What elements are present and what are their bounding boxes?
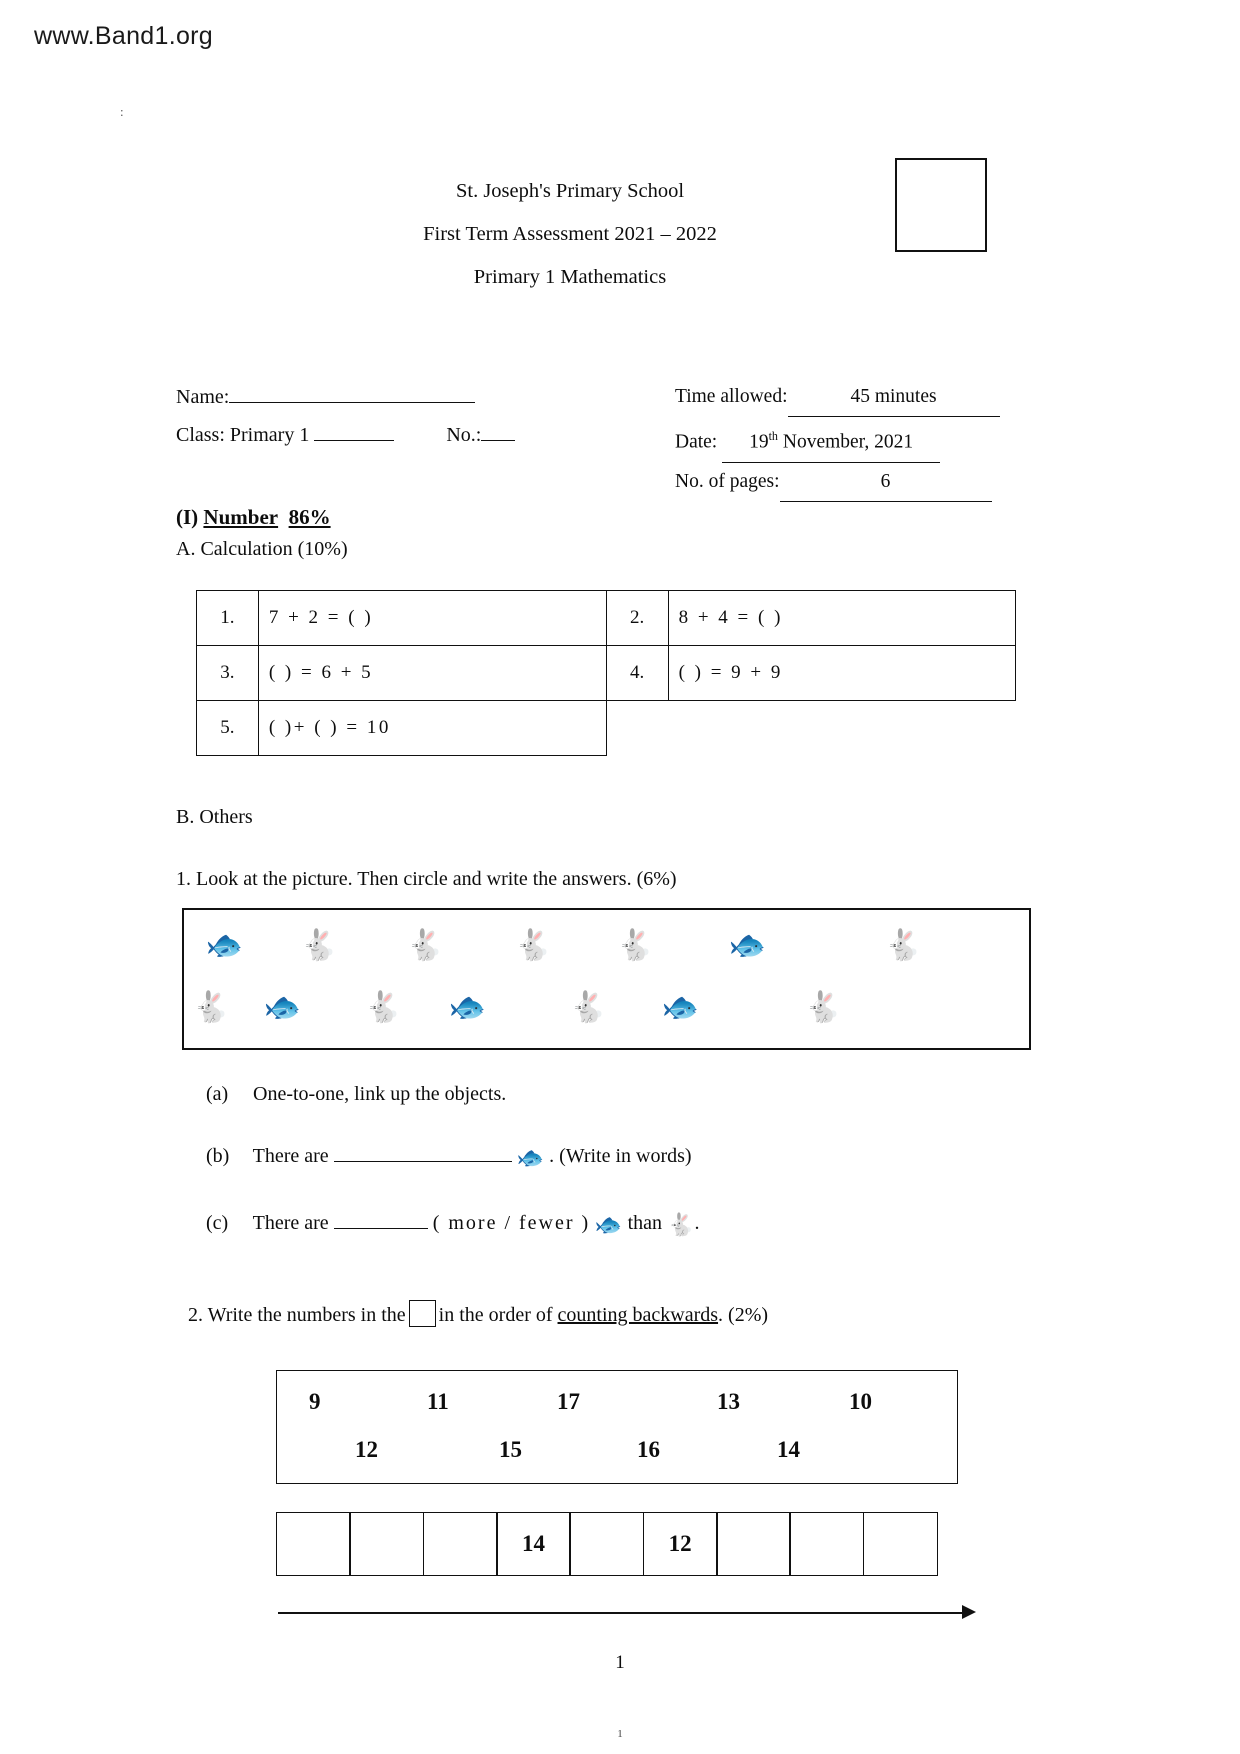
item-text-b-post: . (Write in words) [549,1145,692,1167]
arrow-head-icon [962,1605,976,1619]
more-fewer-options[interactable]: ( more / fewer ) [432,1212,591,1234]
question-expression[interactable]: ( ) = 6 + 5 [258,646,606,701]
answer-cell[interactable] [863,1512,938,1576]
rabbit-icon: 🐇 [884,929,922,962]
school-name: St. Joseph's Primary School [455,180,685,202]
rabbit-icon: 🐇 [406,929,444,962]
item-text-c-pre: There are [252,1212,329,1234]
section-title: Number [203,505,279,529]
question-2-prompt-post: . (2%) [718,1304,769,1326]
score-box[interactable] [895,158,987,252]
section-number-heading [176,505,331,530]
fish-icon: 🐟 [206,929,244,962]
answer-grid [276,1512,938,1576]
part-a-heading: A. Calculation (10%) [176,538,348,560]
assessment-title: First Term Assessment 2021 – 2022 [423,223,717,245]
empty-cell [668,701,1015,756]
question-expression[interactable]: 7 + 2 = ( ) [258,591,606,646]
pool-number: 15 [499,1437,522,1462]
answer-blank-c[interactable] [334,1212,428,1229]
picture-row-2 [184,978,1029,1040]
no-label: No.: [446,424,482,446]
answer-cell[interactable] [349,1512,424,1576]
answer-cell[interactable]: 12 [643,1512,718,1576]
answer-blank-b[interactable] [334,1145,512,1162]
scan-artifact-mark: : [120,104,123,119]
question-expression[interactable]: 8 + 4 = ( ) [668,591,1015,646]
table-row [197,591,1016,646]
rabbit-icon: 🐇 [804,991,842,1024]
question-number: 1. [197,591,259,646]
page-number: 1 [615,1652,625,1673]
bottom-scan-mark: 1 [617,1728,623,1740]
table-row [197,701,1016,756]
fish-icon: 🐟 [662,991,700,1024]
subject-title: Primary 1 Mathematics [473,266,667,288]
answer-cell[interactable] [276,1512,351,1576]
fish-icon: 🐟 [264,991,302,1024]
question-number: 3. [197,646,259,701]
exam-info-right [675,378,1000,502]
time-allowed-label: Time allowed: [675,386,788,407]
name-label: Name: [176,386,230,408]
part-b-heading: B. Others [176,806,253,828]
answer-cell[interactable] [789,1512,864,1576]
table-row [197,646,1016,701]
section-percentage: 86% [288,505,331,529]
picture-box [182,908,1031,1050]
class-label: Class: Primary 1 [176,424,310,446]
item-text-a: One-to-one, link up the objects. [253,1083,507,1105]
question-1a [206,1083,506,1106]
document-header [340,170,800,299]
number-line [278,1612,968,1614]
question-expression[interactable]: ( ) = 9 + 9 [668,646,1015,701]
section-roman: (I) [176,505,199,529]
period: . [694,1212,700,1234]
question-1-prompt: 1. Look at the picture. Then circle and write the answers. (6%) [176,868,677,890]
rabbit-icon: 🐇 [616,929,654,962]
answer-cell[interactable]: 14 [496,1512,571,1576]
rabbit-icon: 🐇 [667,1212,695,1237]
item-label-a: (a) [206,1083,229,1105]
class-input[interactable] [314,423,394,441]
time-allowed-value: 45 minutes [788,378,1000,417]
rabbit-icon: 🐇 [514,929,552,962]
pool-number: 10 [849,1389,872,1414]
item-label-b: (b) [206,1145,230,1167]
answer-cell[interactable] [716,1512,791,1576]
pool-number: 14 [777,1437,800,1462]
name-input[interactable] [229,385,475,403]
answer-cell[interactable] [423,1512,498,1576]
inline-box-icon [409,1300,436,1327]
pages-value: 6 [780,463,992,502]
pool-number: 11 [427,1389,449,1414]
date-label: Date: [675,431,718,453]
student-info-left [176,378,515,454]
site-watermark: www.Band1.org [34,22,213,50]
no-input[interactable] [481,423,515,441]
rabbit-icon: 🐇 [364,991,402,1024]
rabbit-icon: 🐇 [569,991,607,1024]
pool-number: 9 [309,1389,321,1414]
rabbit-icon: 🐇 [300,929,338,962]
item-label-c: (c) [206,1212,229,1234]
pool-number: 16 [637,1437,660,1462]
empty-cell [606,701,668,756]
fish-icon: 🐟 [449,991,487,1024]
question-2-prompt-mid: in the order of [438,1304,553,1326]
pool-number: 17 [557,1389,580,1414]
rabbit-icon: 🐇 [192,991,230,1024]
question-expression[interactable]: ( )+ ( ) = 10 [258,701,606,756]
fish-icon: 🐟 [729,929,767,962]
fish-icon: 🐟 [595,1212,623,1237]
question-1b [206,1145,692,1171]
question-1c [206,1212,699,1238]
pages-label: No. of pages: [675,470,780,492]
question-2-prompt [188,1300,768,1327]
question-number: 4. [606,646,668,701]
pool-number: 12 [355,1437,378,1462]
pool-number: 13 [717,1389,740,1414]
picture-row-1 [184,916,1029,978]
date-value: 19th November, 2021 [722,417,940,463]
answer-cell[interactable] [569,1512,644,1576]
question-number: 2. [606,591,668,646]
item-text-b-pre: There are [252,1145,329,1167]
fish-icon: 🐟 [516,1145,545,1170]
question-number: 5. [197,701,259,756]
item-text-c-than: than [627,1212,663,1234]
number-pool-box [276,1370,958,1484]
question-2-emphasis: counting backwards [557,1304,719,1326]
question-2-prompt-pre: 2. Write the numbers in the [188,1304,406,1326]
calculation-table [196,590,1016,756]
